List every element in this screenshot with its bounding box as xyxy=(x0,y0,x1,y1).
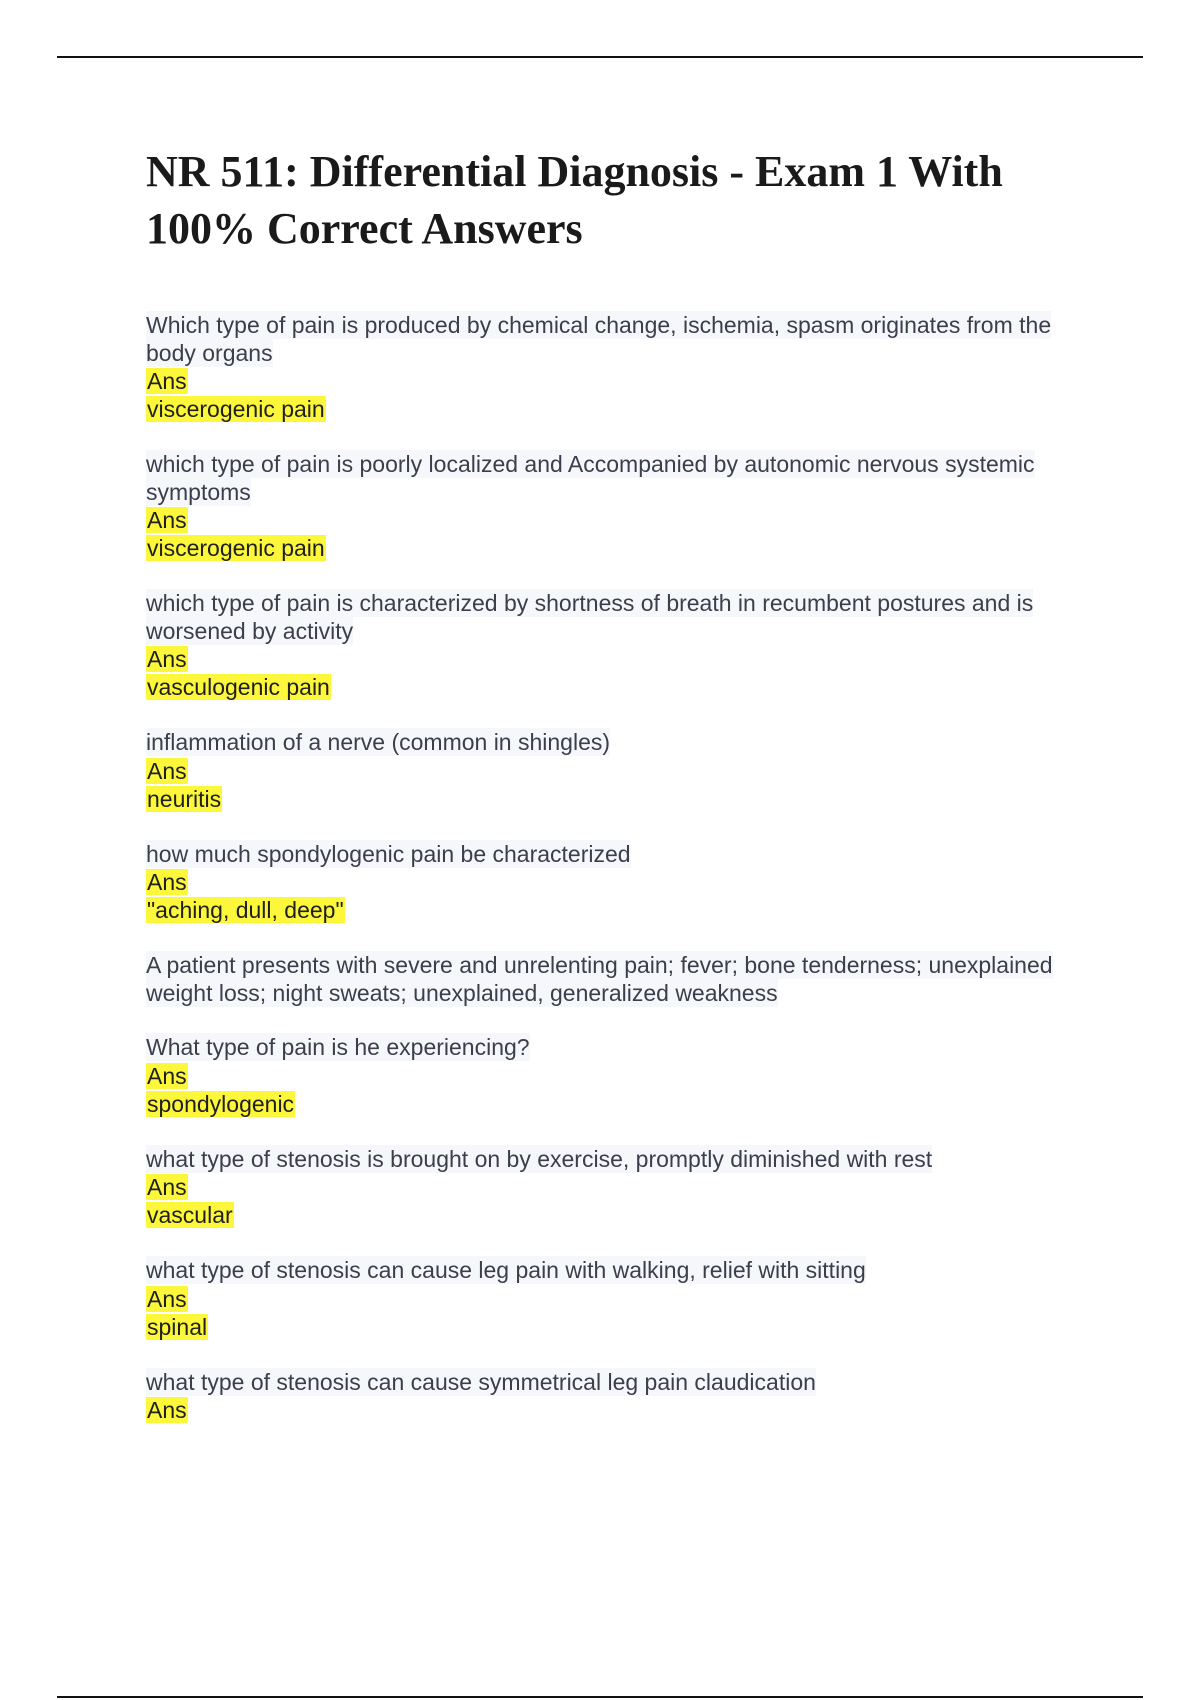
question-line: what type of stenosis can cause symmetrical leg pain claudication xyxy=(146,1368,816,1395)
answer-label: Ans xyxy=(147,1285,187,1312)
answer-label: Ans xyxy=(147,757,187,784)
question-text xyxy=(146,312,1106,367)
answer-text: viscerogenic pain xyxy=(147,396,325,422)
footer-rule xyxy=(57,1696,1143,1698)
question-text xyxy=(146,729,1106,757)
answer-text: vascular xyxy=(147,1202,233,1228)
question-text xyxy=(146,590,1106,645)
question-text xyxy=(146,1369,1106,1397)
question-line: What type of pain is he experiencing? xyxy=(146,1034,530,1060)
answer-label: Ans xyxy=(147,1174,187,1200)
qa-item xyxy=(146,1146,1106,1230)
qa-item xyxy=(146,1369,1106,1425)
answer-text: viscerogenic pain xyxy=(147,535,325,561)
question-line: how much spondylogenic pain be characterized xyxy=(146,840,631,867)
qa-list xyxy=(146,312,1106,1424)
answer-row xyxy=(146,534,1106,562)
answer-row xyxy=(146,1090,1106,1118)
qa-item xyxy=(146,1257,1106,1341)
question-text xyxy=(146,841,1106,869)
answer-row xyxy=(146,1201,1106,1229)
document-body xyxy=(146,143,1106,1452)
question-line: which type of pain is characterized by shortness of breath in recumbent postures and is worsened by activity xyxy=(146,590,1034,644)
page-title: NR 511: Differential Diagnosis - Exam 1 With 100% Correct Answers xyxy=(146,147,1003,253)
question-line: what type of stenosis can cause leg pain with walking, relief with sitting xyxy=(146,1257,866,1283)
answer-label-row xyxy=(146,1396,1106,1424)
answer-label-row xyxy=(146,645,1106,673)
answer-row xyxy=(146,1313,1106,1341)
question-line: inflammation of a nerve (common in shingles) xyxy=(146,729,611,755)
answer-row xyxy=(146,896,1106,924)
answer-text: "aching, dull, deep" xyxy=(147,897,344,923)
qa-item xyxy=(146,590,1106,701)
answer-label-row xyxy=(146,1285,1106,1313)
qa-item xyxy=(146,312,1106,423)
question-line: Which type of pain is produced by chemical change, ischemia, spasm originates from the body organs xyxy=(146,312,1052,366)
answer-label: Ans xyxy=(147,646,187,672)
question-text xyxy=(146,1257,1106,1285)
question-line: what type of stenosis is brought on by exercise, promptly diminished with rest xyxy=(146,1145,933,1172)
answer-text: spinal xyxy=(147,1313,208,1340)
question-text xyxy=(146,1034,1106,1062)
qa-item xyxy=(146,952,1106,1118)
answer-text: spondylogenic xyxy=(147,1090,295,1117)
header-rule xyxy=(57,56,1143,58)
answer-label-row xyxy=(146,757,1106,785)
question-text xyxy=(146,451,1106,506)
answer-text: vasculogenic pain xyxy=(147,674,330,700)
answer-text: neuritis xyxy=(147,785,222,812)
question-line: which type of pain is poorly localized and Accompanied by autonomic nervous systemic symptoms xyxy=(146,451,1035,505)
answer-label: Ans xyxy=(147,1062,187,1089)
question-text xyxy=(146,1146,1106,1174)
answer-label-row xyxy=(146,506,1106,534)
answer-label-row xyxy=(146,367,1106,395)
qa-item xyxy=(146,451,1106,562)
answer-label-row xyxy=(146,868,1106,896)
answer-label: Ans xyxy=(147,869,187,895)
answer-label-row xyxy=(146,1062,1106,1090)
answer-label: Ans xyxy=(147,1397,187,1423)
answer-row xyxy=(146,395,1106,423)
question-text xyxy=(146,952,1106,1007)
answer-row xyxy=(146,673,1106,701)
answer-row xyxy=(146,785,1106,813)
question-line: A patient presents with severe and unrelenting pain; fever; bone tenderness; unexplained weight loss; night sweats; unexplained, generalized weakness xyxy=(146,952,1053,1006)
qa-item xyxy=(146,729,1106,813)
answer-label-row xyxy=(146,1173,1106,1201)
answer-label: Ans xyxy=(147,368,187,394)
qa-item xyxy=(146,841,1106,925)
answer-label: Ans xyxy=(147,507,187,533)
